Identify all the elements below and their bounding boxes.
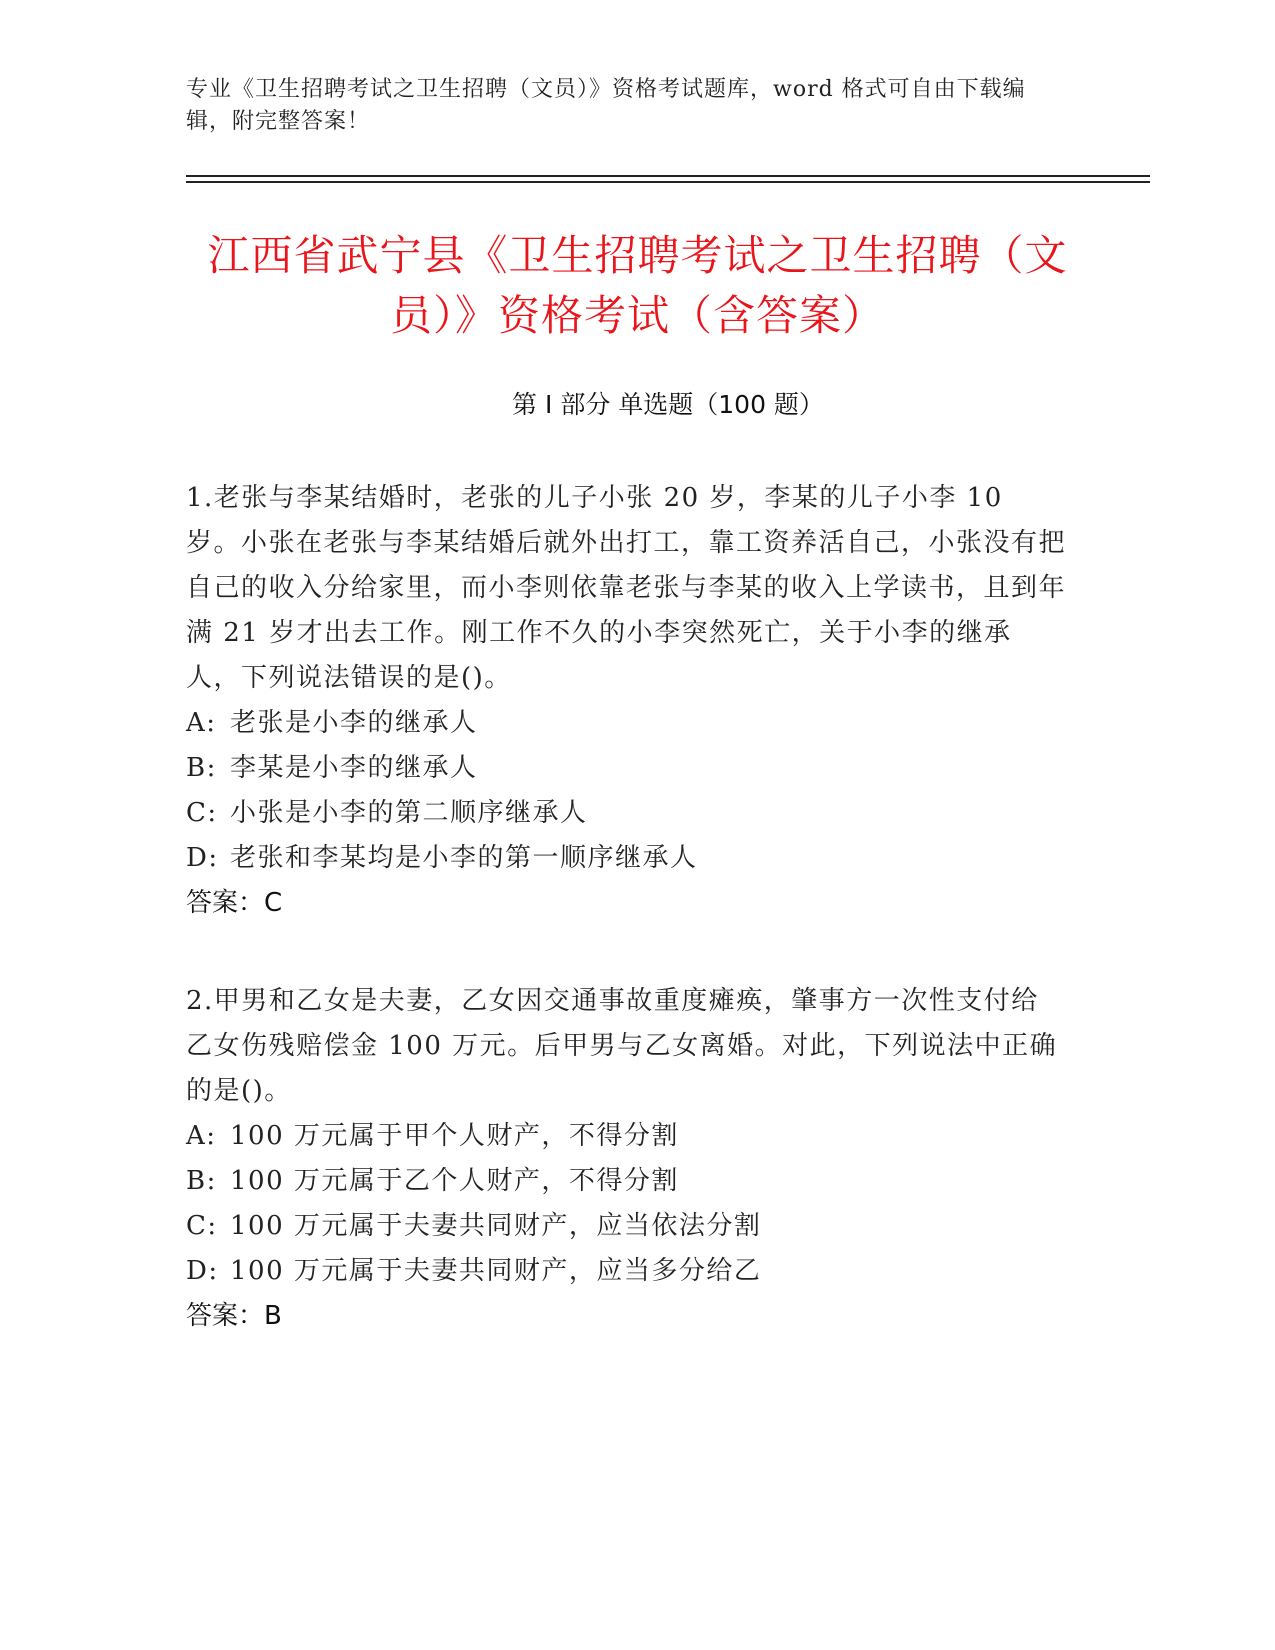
option-text: 老张是小李的继承人 [230, 708, 478, 738]
option-text: 100 万元属于甲个人财产，不得分割 [230, 1121, 679, 1151]
answer: 答案：C [186, 888, 283, 918]
option-key: B: [186, 1166, 217, 1196]
option-key: A: [186, 1121, 217, 1151]
option-key: C: [186, 1211, 218, 1241]
document-title: 江西省武宁县《卫生招聘考试之卫生招聘（文员）》资格考试（含答案） [207, 231, 1068, 340]
option-text: 李某是小李的继承人 [230, 753, 478, 783]
option-text: 100 万元属于夫妻共同财产，应当多分给乙 [230, 1256, 762, 1286]
option-b [186, 1159, 1066, 1204]
option-key: D: [186, 843, 219, 873]
answer: 答案：B [186, 1301, 282, 1331]
option-c [186, 1204, 1066, 1249]
option-text: 小张是小李的第二顺序继承人 [230, 798, 588, 828]
question-stem: 2.甲男和乙女是夫妻，乙女因交通事故重度瘫痪，肇事方一次性支付给乙女伤残赔偿金 100 万元。后甲男与乙女离婚。对此，下列说法中正确的是()。 [186, 986, 1058, 1106]
option-text: 老张和李某均是小李的第一顺序继承人 [230, 843, 698, 873]
option-key: B: [186, 753, 217, 783]
option-d [186, 836, 1066, 881]
question-1 [186, 476, 1066, 926]
option-text: 100 万元属于夫妻共同财产，应当依法分割 [230, 1211, 762, 1241]
header-divider-top [186, 175, 1150, 177]
option-d [186, 1249, 1066, 1294]
option-b [186, 746, 1066, 791]
header-note: 专业《卫生招聘考试之卫生招聘（文员）》资格考试题库，word 格式可自由下载编辑，附完整答案！ [186, 77, 1026, 134]
section-title: 第 I 部分 单选题（100 题） [512, 390, 824, 419]
option-a [186, 1114, 1066, 1159]
option-key: C: [186, 798, 218, 828]
question-2 [186, 979, 1066, 1339]
option-c [186, 791, 1066, 836]
option-a [186, 701, 1066, 746]
option-text: 100 万元属于乙个人财产，不得分割 [230, 1166, 679, 1196]
option-key: D: [186, 1256, 219, 1286]
question-stem: 1.老张与李某结婚时，老张的儿子小张 20 岁，李某的儿子小李 10 岁。小张在老张与李某结婚后就外出打工，靠工资养活自己，小张没有把自己的收入分给家里，而小李则依靠老张与李某的收入上学读书，且到年满 21 岁才出去工作。刚工作不久的小李突然死亡，关于小李的继承人，下列说法错误的是()。 [186, 483, 1067, 693]
header-divider-bottom [186, 181, 1150, 183]
option-key: A: [186, 708, 217, 738]
